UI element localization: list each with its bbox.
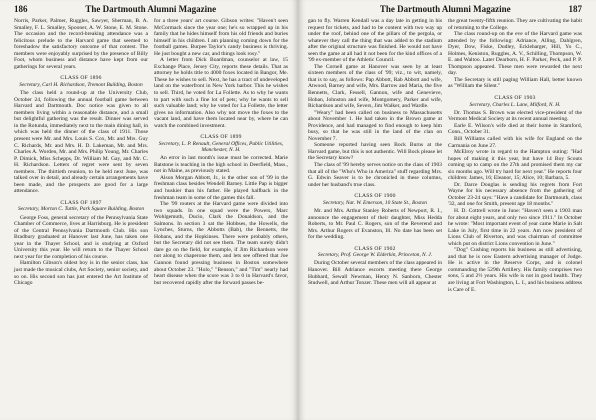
paragraph: A letter from Dick Boardman, counselor at law, 15 Exchange Place, Jersey City, reports these details. That as attorney he holds title to 4000 foxes located in Bangor, Me. These he wishes to sell. Next, he has a tract of undeveloped land on the waterfront in New York harbor. This he wishes to sell. Third, he voted for La Follette. As to why he wants to part with such a fine lot of pets; why he wants to sell such valuable land; why he voted for La Follette, the letter gives no information. Also why not move the foxes to the vacant land, and have them located near by, where he can watch the combined investment.	[154, 57, 288, 129]
paragraph: Someone reported having seen Bock Burns at the Harvard game, but this is not authentic. Will Bock please let the Secretary know?	[308, 142, 442, 162]
paragraph: The class round-up on the eve of the Harvard game was attended by the following: Adriance, Alling, Dahlgren, Dyer, Dow, Fiske, Dudley, Ecklebarger, Hill, Yo C., Holmes, Keniston, Ruggles, A. V., Schilling, Thompson, W. E. and Waltoo. Later Dearborn, H. F. Parker, Peck, and P. P. Thompson appeared. These men were rewarded the next day.	[448, 31, 582, 77]
class-heading-1899: CLASS OF 1899	[200, 134, 242, 141]
paragraph: The Cornell game at Hanover was seen by at least sixteen members of the class of '99; viz., to wit, namely, that is to say, as follows: Pap Abbott, Rab Abbott and wife, Atwood, Barney and wife, Mrs. Barrow and Maria, the five Bennetts, Clark, Fessell, Gannon, wife and Genevieve, Hoban, Johnston and wife, Montgomery, Parker and wife, Richardson and wife, Severs, Jim Walker, and Wardle.	[308, 63, 442, 110]
paragraph: Hamilton Gibson's oldest boy is in the senior class, has just made the musical clubs, Art Society, senior society, and so on. His second son has just entered the Art Institute of Chicago	[14, 260, 148, 287]
paragraph: The class of '99 hereby serves notice on the class of 1903 that all of the "Who's Who in America" stuff regarding Mrs. G. Edwin Seaver is to be chronicled in these columns, under her husband's true class.	[308, 162, 442, 188]
right-page-number: 187	[568, 4, 582, 14]
paragraph: McElroy wrote in regard to the Hampton outing: "Had hopes of making it this year, but have 14 Boy Scouts coming up to camp on the 27th and promised them my car six months ago. Will try hard for next year." He reports four children: James, 16; Eleanor, 15; Alice, 10; Barbara, 5.	[448, 149, 582, 182]
left-running-title: The Dartmouth Alumni Magazine	[85, 4, 217, 14]
paragraph: Bill Williams called with his wife for England on the Carmania on June 27.	[448, 135, 582, 149]
class-secretary-1900: Secretary, Nat. W. Emerson, 10 State St., Boston	[323, 199, 427, 206]
right-columns	[308, 18, 582, 293]
paragraph: Dr. Darce Douglas is sending his regrets from Fort Wayne for his necessary absence from the gathering of October 23-24 says: "Have a candidate for Dartmouth, class '32, and one for Smith, present age 18 months."	[448, 181, 582, 208]
right-running-head	[308, 4, 582, 15]
class-heading-1902: CLASS OF 1902	[354, 245, 396, 252]
paragraph: The class held a round-up at the University Club, October 24, following the annual football game between Harvard and Dartmouth. Doc notice was given to all members living within a reasonable distance, and a small but delightful gathering was the result. Dinner was served in the Rotunda, immediately next to the main dining hall, in which was held the dinner of the class of 1911. Those present were Mr. and Mrs. Louis S. Cox, Mr. and Mrs. Guy C. Richards, Mr. and Mrs. H. D. Lakeman, Mr. and Mrs. Charles A. Worden, Mr. and Mrs. Philip Young, Mr. Charles P. Dimick, Miss Schepps, Dr. William M. Gay, and Mr. C. H. Richardson. Letters of regret were sent by seven members. The thirtieth reunion, to be held next June, was talked over in detail, and already certain arrangements have been made, and the prospects are good for a large attendance.	[14, 90, 148, 195]
right-column-2	[448, 18, 582, 293]
left-columns	[14, 18, 288, 287]
class-heading-1896: CLASS OF 1896	[60, 75, 102, 82]
paragraph: gan to fly. Warren Kendall was a day late in getting in his request for tickets, and had to be content with two way up under the roof, behind one of the pillars of the pergola, or whatever they call the thing that was added to the stadium after the original structure was finished. He would not have seen the game at all had it not been for the kind offices of a '99 ex-member of the Athletic Council.	[308, 18, 442, 64]
paragraph: During October several members of the class appeared in Hanover. Bill Adriance escorts meeting there George Hubbard, Sewall Newman, Henry N. Sanborn, Chester Studwell, and Arthur Tonzer. These men will all appear at	[308, 260, 442, 287]
paragraph: for a three years' art course. Gibson writes: "Haven't seen McCormack since the year one; he's so wrapped up in his family that he hides himself from his old friends and buries himself in his children. I am planning coming down for the football games. Burpee Taylor's candy business is thriving. He just bought a new car, and things look rosy."	[154, 18, 288, 57]
paragraph: The Secretary is still paging William Hall, better known as "William the Silent."	[448, 76, 582, 90]
paragraph: Mr. and Mrs. Arthur Stanley Roberts of Newport, R. I., announce the engagement of their daughter, Miss Hedda Roberts, to Mr. Paul C. Rogers, son of the Reverend and Mrs. Arthur Rogers of Evanston, Ill. No date has been set for the wedding.	[308, 207, 442, 241]
class-secretary-1903: Secretary, Charles L. Lane, Milford, N. H.	[469, 101, 561, 108]
right-page	[298, 0, 596, 420]
paragraph: The '99 routers at the Harvard game were divided into two squads. In one squad were the Powers, Marc Wohlgemuth, Ducio, Clark the Donaldson, and the Salmons. In section 3 sat the Hobbses, the Howells, the Lynches, Sturns, the Abbotts (Bab), the Bennetts, the Hobans, and the Hopkinses. There were probably others, but the Secretary did not see them. The team surely didn't dare go on the field, for example, if Jim Richardson were not along to chaperone them, and lets see offered that Joe Gannon found pressing business in Boston somewhere about October 23. "Holo," "Benson," and "Tim" nearly had heart disease when the score was 3 to 0 in Harvard's favor, but recovered rapidly after the forward passes be-	[154, 201, 288, 286]
paragraph: the great twenty-fifth reunion. They are cultivating the habit of returning to the College.	[448, 18, 582, 31]
left-column-1	[14, 18, 148, 287]
class-heading-1897: CLASS OF 1897	[60, 199, 102, 206]
class-secretary-1902: Secretary, Prof. George W. Elderkin, Princeton, N. J.	[317, 252, 433, 259]
paragraph: George Foss, general secretary of the Pennsylvania State Chamber of Commerce, lives at Harrisburg. He is president of the Central Pennsylvania Dartmouth Club. His son Bradbury graduated at Hanover last June, has taken one year in the Thayer School, and is studying at Oxford University this year. He will return to the Thayer School next year for the completion of his course.	[14, 214, 148, 260]
left-running-head	[14, 4, 288, 15]
class-secretary-1899: Secretary, L. P. Renault, General Offices, Public Utilities, Manchester, N. H.	[158, 140, 284, 154]
paragraph: An error in last month's issue must be corrected. Marie Batstone is teaching in the high school in Deerfield, Mass., not in Maine, as previously stated.	[154, 155, 288, 175]
left-page-number: 186	[14, 4, 28, 14]
paragraph: Earle E. Wilson's wife died at their home in Stamford, Conn., October 31.	[448, 122, 582, 136]
class-secretary-1897: Secretary, Morton C. Tuttle, Park Square Building, Boston	[17, 206, 145, 213]
paragraph: H. D. Cottrell wrote in June: "Haven't seen a 1903 man for about eight years, and only two since 1911." In October he wrote: "Most important event of year came Marie in Salt Lake in July, first time in 22 years. Am now president of Lions Club of Riverton, and was chairman of committee which put on district Lions convention in June."	[448, 207, 582, 247]
class-secretary-1896: Secretary, Carl H. Richardson, Tremont Building, Boston	[19, 81, 143, 88]
paragraph: Alson Morgan Abbott, Jr., is the other son of '99 in the freshman class besides Wendell Barney. Little Pap is bigger and huskier than his father. He played halfback in the freshman team in some of the games this fall.	[154, 174, 288, 201]
class-heading-1900: CLASS OF 1900	[354, 193, 396, 200]
right-running-title: The Dartmouth Alumni Magazine	[379, 4, 511, 14]
class-heading-1903: CLASS OF 1903	[494, 95, 536, 102]
paragraph: Dr. Thomas S. Brown was elected vice-president of the Vermont Medical Society at its recent annual meeting.	[448, 109, 582, 123]
paragraph: Norris, Parker, Palmer, Ruggles, Sawyer, Sherman, B. A. Smalley, F. L. Smalley, Spooner, A. W. Stone, E. M. Stone. The occasion and the record-breaking attendance was a felicitous prelude to the Harvard game that seemed to foreshadow the satisfactory outcome of that contest. The members were enjoyably surprised by the presence of Billy Foot, whom business and distance have kept from our gatherings for several years.	[14, 18, 148, 70]
right-column-1	[308, 18, 442, 293]
left-column-2	[154, 18, 288, 287]
paragraph: "Dog" Cushing reports his business as still advertising, and that he is now Eastern advertising manager of Judge. He is active in the Reserve Corps, and is colonel commanding the 529th Artillery. His family comprises two sons, 5 and 2½ years. His wife is not in good health. They are living at Fort Washington, L. I., and his business address is Care of E.	[448, 247, 582, 293]
paragraph: "Weary" had been called on business to Massachusetts about November 1. He had taken in the Brown game at Providence, and had managed to find enough to keep him busy, so that he was still in the land of the clan on November 7.	[308, 109, 442, 142]
